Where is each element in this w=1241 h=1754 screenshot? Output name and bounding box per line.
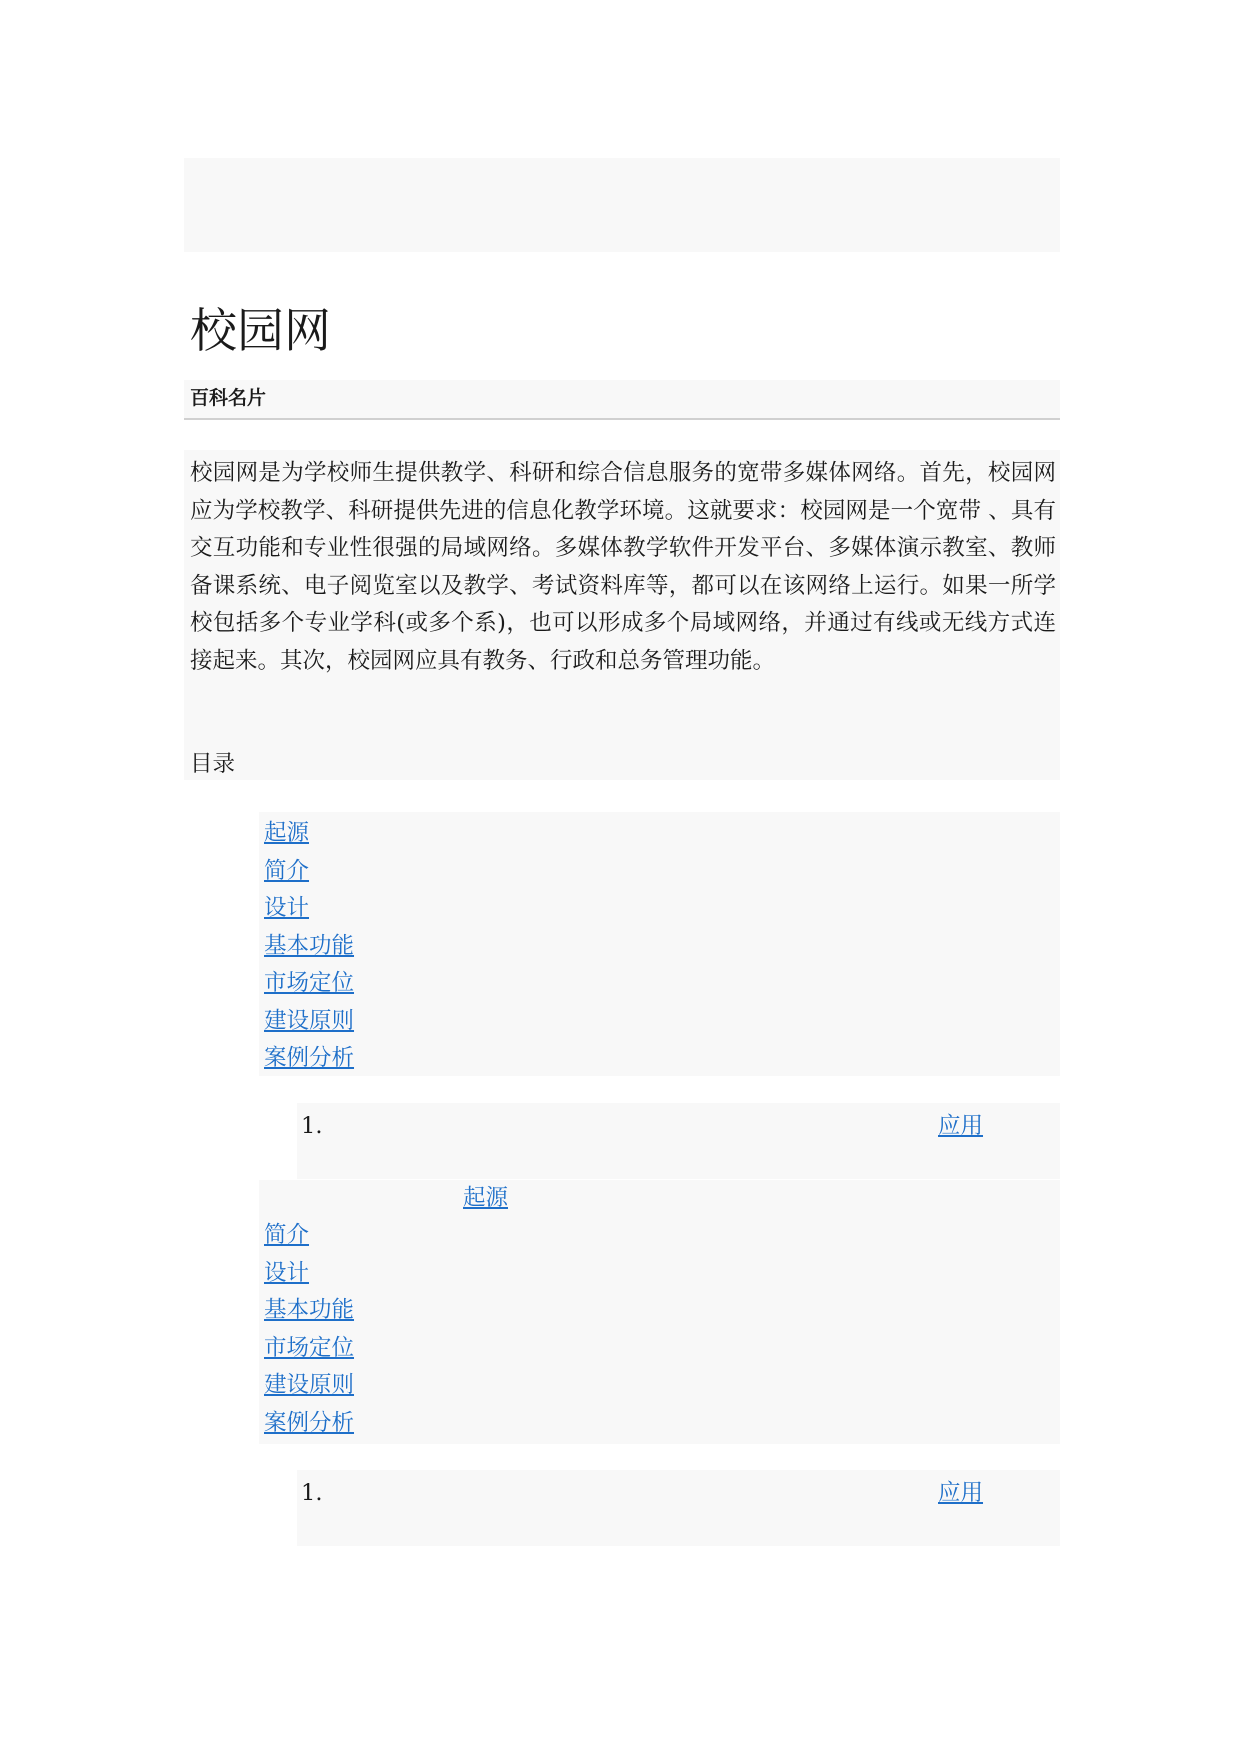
toc-list [264,1217,354,1442]
toc-link-market-positioning[interactable]: 市场定位 [264,1334,355,1361]
toc-item [264,890,354,928]
numbered-item-number: 1. [301,1113,323,1139]
toc-link-application[interactable]: 应用 [938,1480,984,1506]
toc-item [264,1040,354,1078]
toc-item [264,1217,354,1255]
toc-link-origin[interactable]: 起源 [463,1185,509,1211]
card-label: 百科名片 [190,387,267,409]
toc-box [259,812,1060,1076]
toc-list [264,815,354,1078]
toc-link-design[interactable]: 设计 [264,1259,310,1286]
toc-item [264,1405,354,1443]
toc-link-application[interactable]: 应用 [938,1113,984,1139]
toc-link-basic-functions[interactable]: 基本功能 [264,1297,355,1323]
page-title: 校园网 [190,304,331,359]
toc-item [264,815,354,853]
numbered-item-number: 1. [301,1480,323,1506]
top-banner [184,158,1060,252]
toc-item [264,1003,354,1041]
toc-title: 目录 [190,751,236,777]
intro-paragraph: 校园网是为学校师生提供教学、科研和综合信息服务的宽带多媒体网络。首先，校园网应为学校教学、科研提供先进的信息化教学环境。这就要求：校园网是一个宽带 、具有交互功能和专业性很强的局域网络。多媒体教学软件开发平台、多媒体演示教室、教师备课系统、电子阅览室以及教学、考试资料库等，都可以在该网络上运行。如果一所学校包括多个专业学科(或多个系)，也可以形成多个局域网络，并通过有线或无线方式连接起来。其次，校园网应具有教务、行政和总务管理功能。 [190,460,1056,674]
toc-link-case-study[interactable]: 案例分析 [264,1409,355,1436]
toc-item [264,1330,354,1368]
toc-link-construction-principles[interactable]: 建设原则 [264,1007,355,1034]
toc-item [264,928,354,966]
toc-link-basic-functions[interactable]: 基本功能 [264,932,355,959]
toc-item [264,1255,354,1293]
toc-link-origin[interactable]: 起源 [264,820,310,846]
toc-item [264,1367,354,1405]
toc-link-case-study[interactable]: 案例分析 [264,1045,355,1071]
card-header-bar [184,380,1060,420]
toc-item [264,853,354,891]
toc-item [264,965,354,1003]
toc-link-market-positioning[interactable]: 市场定位 [264,970,355,996]
toc-link-construction-principles[interactable]: 建设原则 [264,1372,355,1398]
toc-link-intro[interactable]: 简介 [264,1222,310,1248]
toc-box [259,1180,1060,1444]
toc-link-intro[interactable]: 简介 [264,857,310,884]
toc-item [264,1292,354,1330]
toc-link-design[interactable]: 设计 [264,895,310,921]
